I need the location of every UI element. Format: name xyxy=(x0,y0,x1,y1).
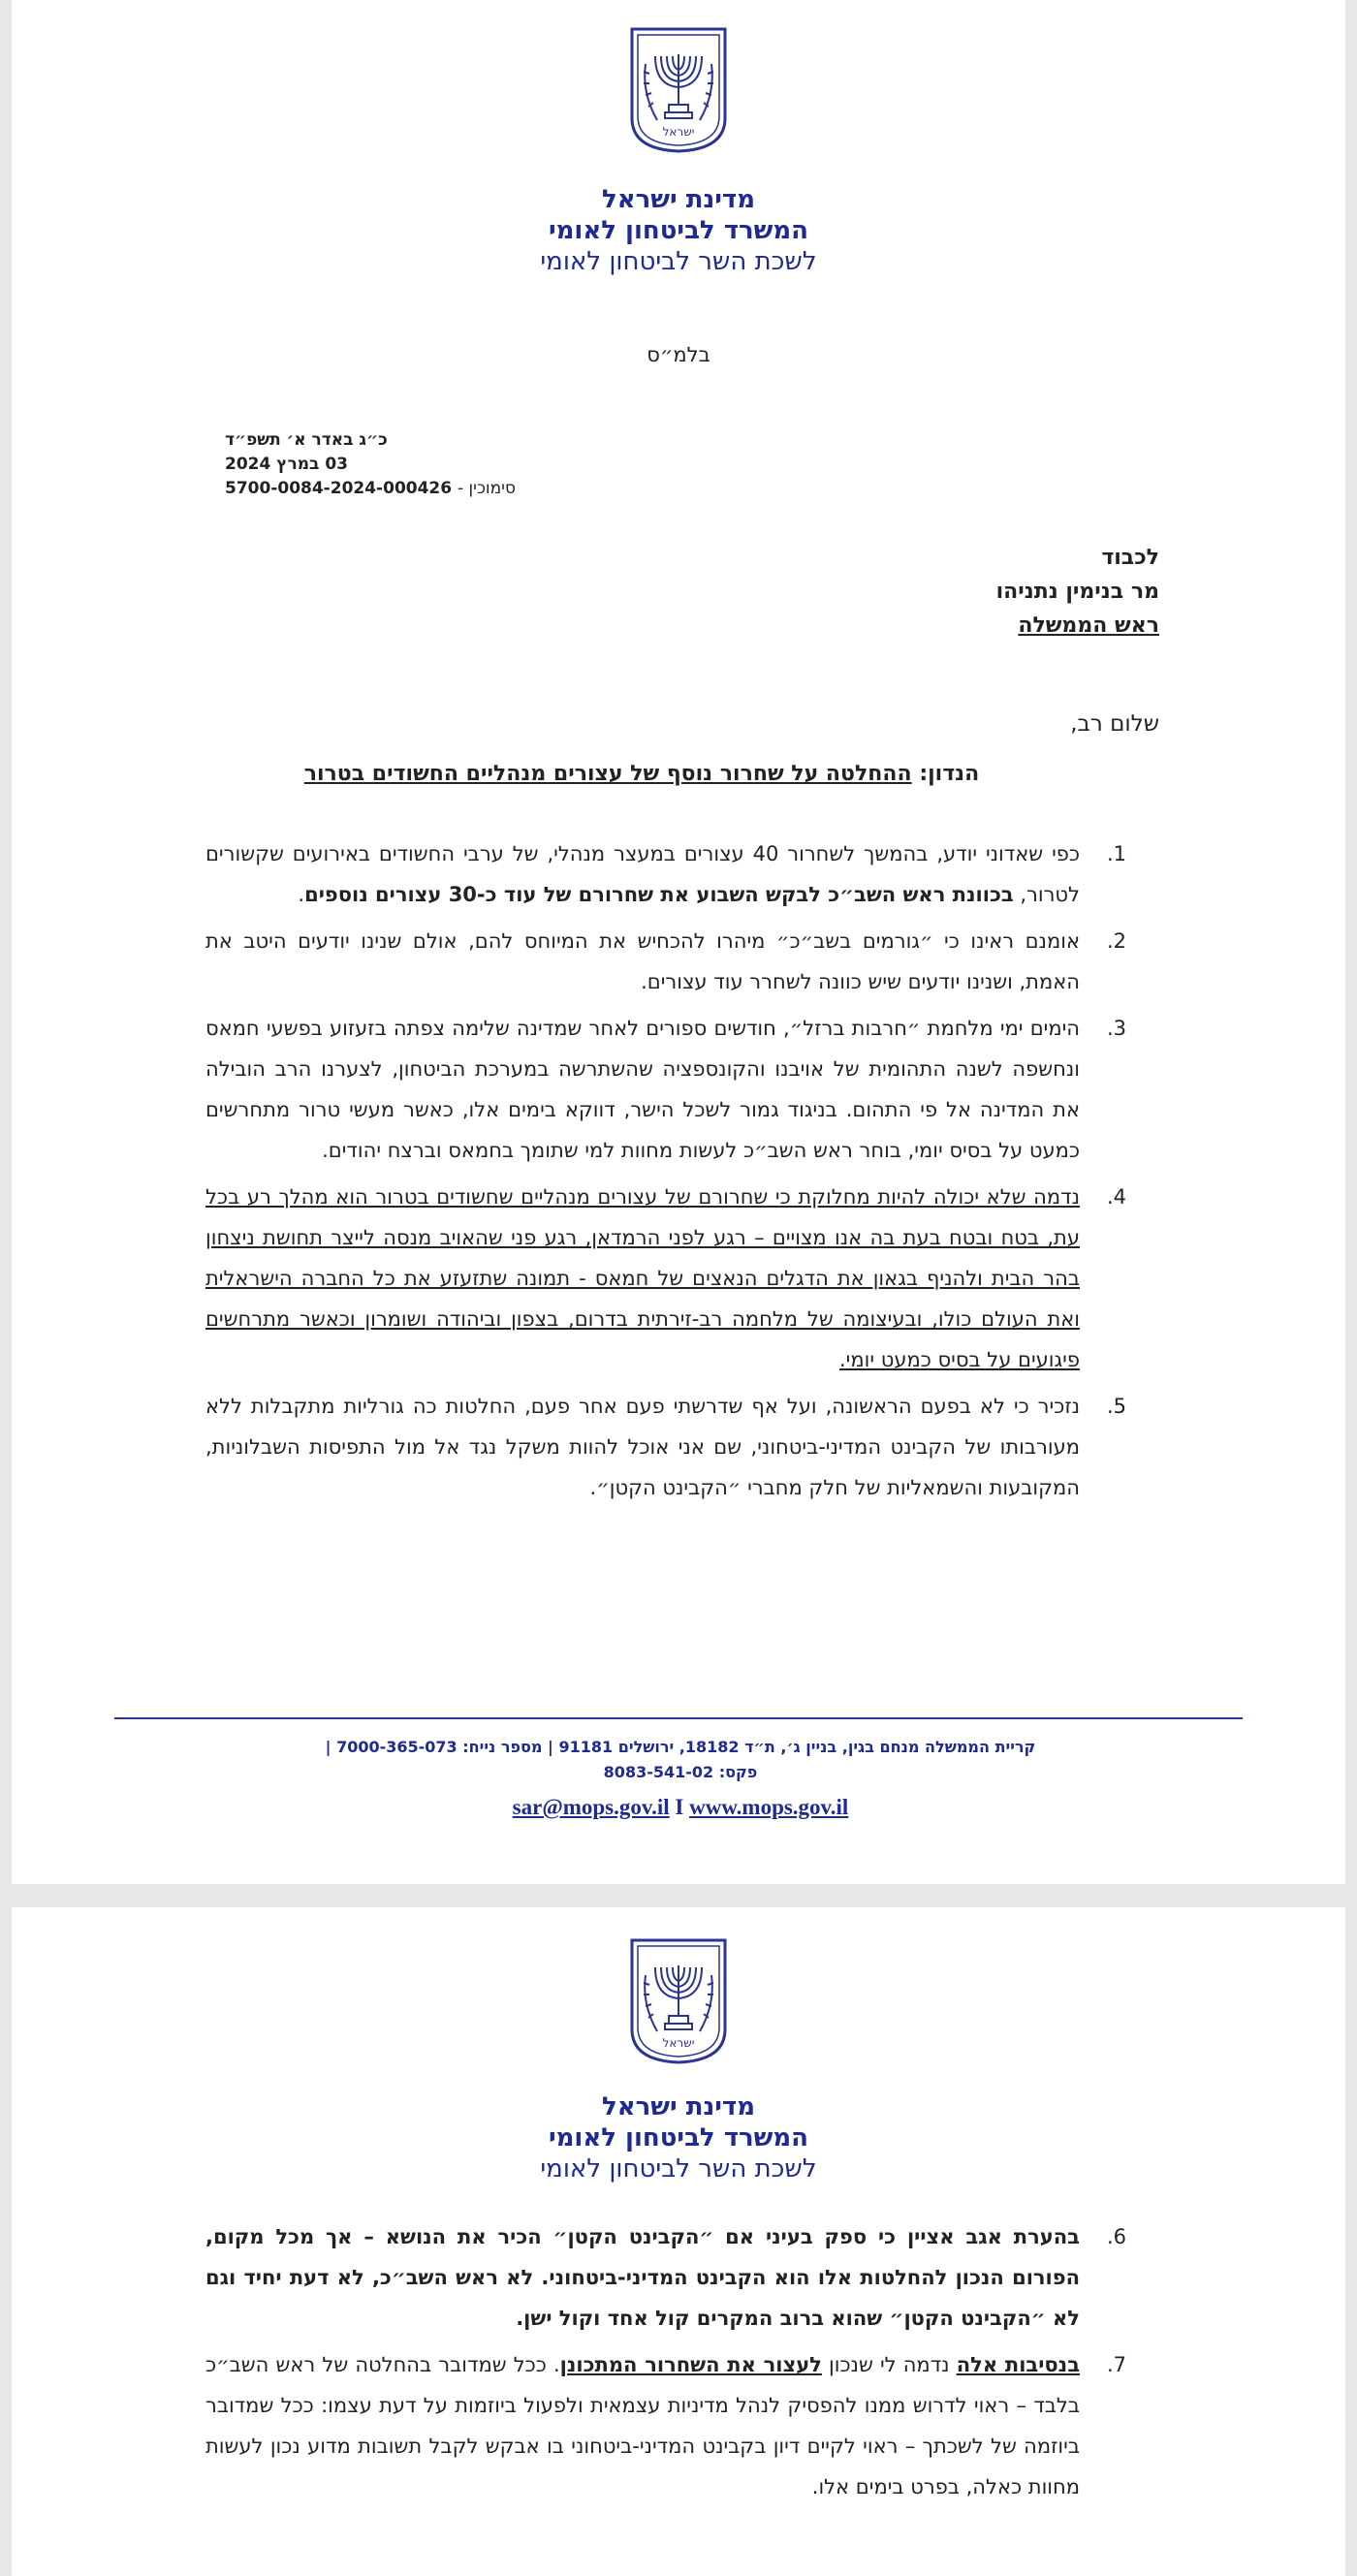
list-item xyxy=(205,1177,1126,1380)
list-item xyxy=(205,2344,1126,2507)
svg-text:ישראל: ישראל xyxy=(662,125,695,139)
letterhead-ministry: המשרד לביטחון לאומי xyxy=(548,216,809,245)
item-number: 2. xyxy=(1106,929,1126,953)
letterhead xyxy=(419,2091,938,2184)
list-item xyxy=(205,921,1126,1002)
item-text-bold: בנסיבות אלה xyxy=(956,2353,1081,2376)
recipient-title: ראש הממשלה xyxy=(1018,613,1159,638)
website-link[interactable]: www.mops.gov.il xyxy=(689,1795,849,1819)
item-number: 3. xyxy=(1106,1017,1126,1040)
item-text: הימים ימי מלחמת ״חרבות ברזל״, חודשים ספורים לאחר שמדינה שלימה צפתה בזעזוע בפשעי חמאס ונחשפה לשנה התהומית של אויבנו והקונספציה שהשתרשה במערכת הביטחון, לצערנו הרב הובילה את המדינה אל פי התהום. בניגוד גמור לשכל הישר, דווקא בימים אלו, כאשר מעשי טרור מתחרשים כמעט על בסיס יומי, בוחר ראש השב״כ לעשות מחוות למי שתומך בחמאס וברצח יהודים. xyxy=(205,1017,1080,1162)
item-number: 6. xyxy=(1106,2225,1126,2248)
email-link[interactable]: sar@mops.gov.il xyxy=(512,1795,670,1819)
reference-label: סימוכין - xyxy=(458,479,516,498)
list-item xyxy=(205,833,1126,915)
classification-note: בלמ״ס xyxy=(647,343,710,366)
letterhead-ministry: המשרד לביטחון לאומי xyxy=(548,2123,809,2152)
hebrew-date: כ״ג באדר א׳ תשפ״ד xyxy=(225,430,388,450)
item-text: אומנם ראינו כי ״גורמים בשב״כ״ מיהרו להכחיש את המיוחס להם, אולם שנינו יודעים היטב את האמת, ושנינו יודעים שיש כוונה לשחרר עוד עצורים. xyxy=(205,929,1080,993)
recipient-name: מר בנימין נתניהו xyxy=(995,580,1159,604)
gregorian-date: 03 במרץ 2024 xyxy=(225,455,348,474)
subject-text: ההחלטה על שחרור נוסף של עצורים מנהליים החשודים בטרור xyxy=(303,762,912,786)
item-text: בהערת אגב אציין כי ספק בעיני אם ״הקבינט הקטן״ הכיר את הנושא – אך מכל מקום, הפורום הנכון להחלטות אלו הוא הקבינט המדיני-ביטחוני. לא ראש השב״כ, לא דעת יחיד וגם לא ״הקבינט הקטן״ שהוא ברוב המקרים קול אחד וקול ישן. xyxy=(205,2225,1080,2330)
numbered-items-page-1 xyxy=(205,833,1126,1514)
item-text-part: כפי שאדוני יודע, בהמשך לשחרור 40 עצורים במעצר מנהלי, של ערבי החשודים באירועים שקשורים לטרור, xyxy=(205,842,1080,906)
item-text-bold: לעצור את השחרור המתכונן xyxy=(559,2353,822,2376)
list-item xyxy=(205,1386,1126,1508)
letterhead xyxy=(419,184,938,277)
letterhead-office: לשכת השר לביטחון לאומי xyxy=(540,247,817,276)
list-item xyxy=(205,2216,1126,2339)
item-text-part: נדמה לי שנכון xyxy=(821,2353,957,2376)
letter-meta xyxy=(225,428,613,501)
footer-links xyxy=(283,1795,1078,1820)
letterhead-office: לשכת השר לביטחון לאומי xyxy=(540,2154,817,2183)
letterhead-state: מדינת ישראל xyxy=(601,2092,756,2121)
item-text: נדמה שלא יכולה להיות מחלוקת כי שחרורם של עצורים מנהליים שחשודים בטרור הוא מהלך רע בכל עת, בטח ובטח בעת בה אנו מצויים – רגע לפני הרמדאן, רגע פני שהאויב מנסה לייצר תחושת ניצחון בהר הבית ולהניף בגאון את הדגלים הנאצים של חמאס - תמונה שתזעזע את כל החברה הישראלית ואת העולם כולו, ובעיצומה של מלחמה רב-זירתית בדרום, בצפון וביהודה ושומרון וכאשר מתרחשים פיגועים על בסיס כמעט יומי. xyxy=(205,1185,1080,1371)
recipient-block xyxy=(787,541,1159,643)
svg-text:ישראל: ישראל xyxy=(662,2036,695,2050)
list-item xyxy=(205,1008,1126,1171)
footer xyxy=(283,1735,1078,1820)
link-separator: I xyxy=(675,1795,684,1819)
greeting: שלום רב, xyxy=(1070,711,1159,737)
item-text-bold: בכוונת ראש השב״כ לבקש השבוע את שחרורם של עוד כ-30 עצורים נוספים xyxy=(304,883,1014,906)
state-emblem-icon xyxy=(628,25,729,153)
item-number: 7. xyxy=(1106,2353,1126,2376)
item-text-part: . xyxy=(298,883,305,906)
recipient-salutation: לכבוד xyxy=(1101,546,1159,570)
numbered-items-page-2 xyxy=(205,2216,1126,2513)
reference-number: 5700-0084-2024-000426 xyxy=(225,479,453,498)
footer-divider xyxy=(114,1717,1243,1719)
reference-row xyxy=(225,477,613,501)
subject-line xyxy=(196,762,1088,786)
item-number: 4. xyxy=(1106,1185,1126,1209)
footer-fax: פקס: 8083-541-02 xyxy=(603,1763,758,1781)
letter-page-1 xyxy=(12,0,1345,1884)
state-emblem-icon xyxy=(628,1936,729,2064)
item-number: 5. xyxy=(1106,1395,1126,1418)
subject-label: הנדון: xyxy=(919,762,980,786)
footer-address: קריית הממשלה מנחם בגין, בניין ג׳, ת״ד 18182, ירושלים 91181 | מספר נייח: 7000-365-073 | xyxy=(325,1738,1036,1756)
item-text: נזכיר כי לא בפעם הראשונה, ועל אף שדרשתי פעם אחר פעם, החלטות כה גורליות מתקבלות ללא מעורבותו של הקבינט המדיני-ביטחוני, שם אני אוכל להוות משקל נגד אל מול התפיסות השבלוניות, המקובעות והשמאליות של חלק מחברי ״הקבינט הקטן״. xyxy=(205,1395,1080,1499)
item-number: 1. xyxy=(1106,842,1126,865)
letterhead-state: מדינת ישראל xyxy=(601,185,756,214)
item-text xyxy=(205,833,1080,915)
item-text xyxy=(205,2344,1080,2507)
item-text-part: . ככל שמדובר בהחלטה של ראש השב״כ בלבד – ראוי לדרוש ממנו להפסיק לנהל מדיניות עצמאית ולפעול ביוזמות על דעת עצמו: ככל שמדובר ביוזמה של לשכתך – ראוי לקיים דיון בקבינט המדיני-ביטחוני בו אבקש לקבל תשובות מדוע נכון לעשות מחוות כאלה, בפרט בימים אלו. xyxy=(205,2353,1080,2498)
